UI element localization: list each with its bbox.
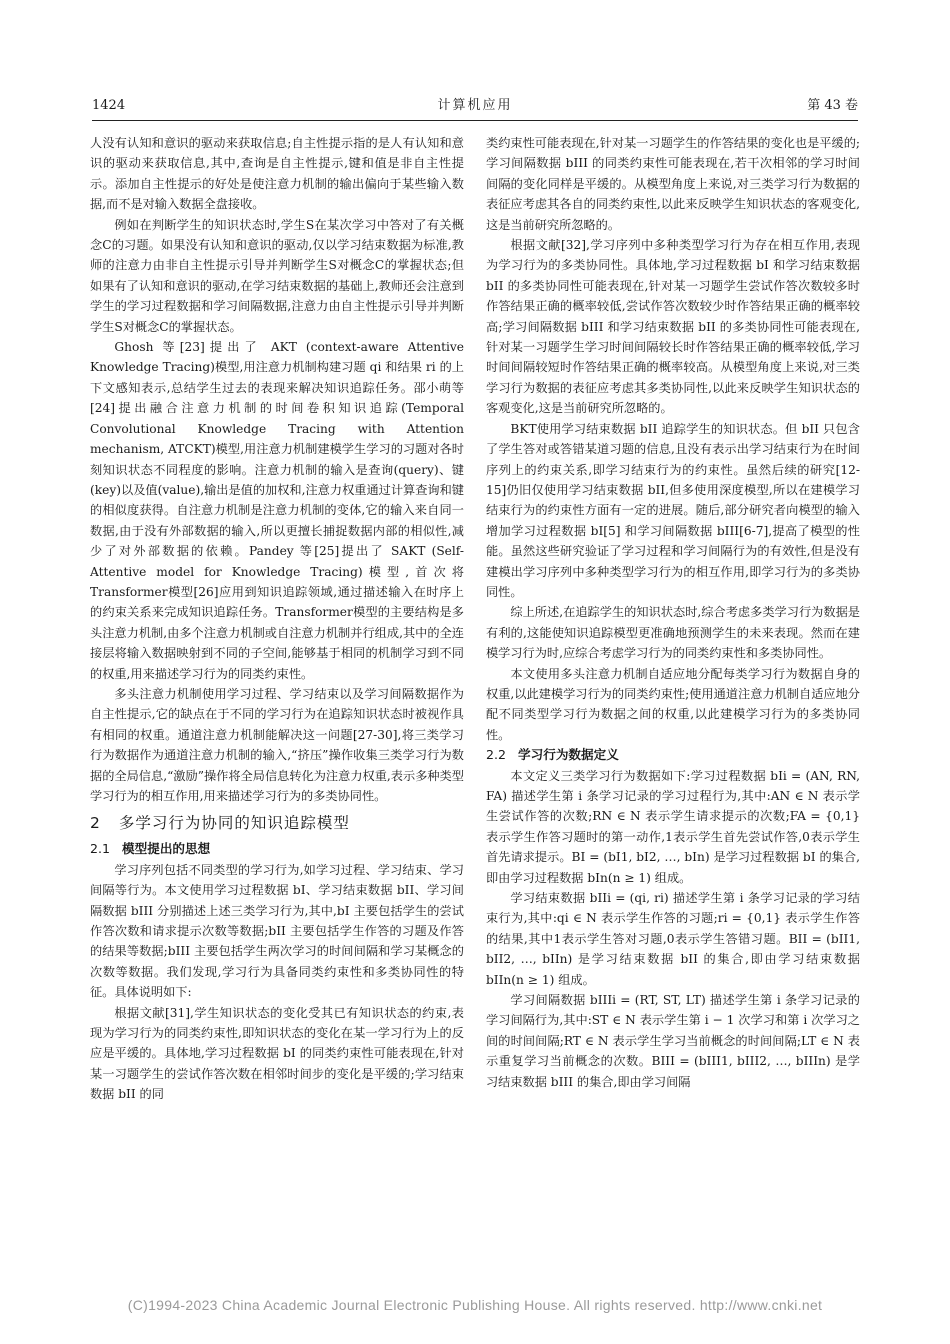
subsection-title: 模型提出的思想	[122, 841, 211, 857]
subsection-number: 2.1	[90, 841, 111, 857]
paragraph: 学习序列包括不同类型的学习行为,如学习过程、学习结束、学习间隔等行为。本文使用学习过程数据 bI、学习结束数据 bII、学习间隔数据 bIII 分别描述上述三类学习行为,其中,bI 主要包括学生的尝试作答次数和请求提示次数等数据;bII 主要包括学生作答的习题及作答的结果等数据;bIII 主要包括学生两次学习的时间间隔和学习某概念的次数等数据。我们发现,学习行为具备同类约束性和多类协同性的特征。具体说明如下:	[90, 862, 464, 1000]
paragraph: 根据文献[31],学生知识状态的变化受其已有知识状态的约束,表现为学习行为的同类约束性,即知识状态的变化在某一学习行为上的反应是平缓的。具体地,学习过程数据 bI 的同类约束性可能表现在,针对某一习题学生的尝试作答次数在相邻时间步的变化是平缓的;学习结束数据 bII 的同	[90, 1005, 464, 1102]
paragraph: Ghosh 等[23]提出了 AKT (context-aware Attentive Knowledge Tracing)模型,用注意力机制构建习题 qi 和结果 ri 的上下文感知表示,总结学生过去的表现来解决知识追踪任务。邵小萌等[24]提出融合注意力机制的时间卷积知识追踪(Temporal Convolutional Knowledge Tracing with Attention mechanism, ATCKT)模型,用注意力机制建模学生学习的习题对各时刻知识状态不同程度的影响。注意力机制的输入是查询(query)、键(key)以及值(value),输出是值的加权和,注意力权重通过计算查询和键的相似度获得。自注意力机制是注意力机制的变体,它的输入来自同一数据,由于没有外部数据的输入,所以更擅长捕捉数据内部的相似性,减少了对外部数据的依赖。Pandey 等[25]提出了 SAKT (Self-Attentive model for Knowledge Tracing)模型,首次将Transformer模型[26]应用到知识追踪领域,通过描述输入在时序上的约束关系来完成知识追踪任务。Transformer模型的主要结构是多头注意力机制,由多个注意力机制或自注意力机制并行组成,其中的全连接层将输入数据映射到不同的子空间,能够基于相同的机制学习到不同的权重,用来描述学习行为的同类约束性。	[90, 340, 464, 681]
subsection-title: 学习行为数据定义	[518, 747, 619, 763]
paragraph: 根据文献[32],学习序列中多种类型学习行为存在相互作用,表现为学习行为的多类协同性。具体地,学习过程数据 bI 和学习结束数据 bII 的多类协同性可能表现在,针对某一习题学生尝试作答次数较多时作答结果正确的概率较低,尝试作答次数较少时作答结果正确的概率较高;学习间隔数据 bIII 和学习结束数据 bII 的多类协同性可能表现在,针对某一习题学生学习时间间隔较长时作答结果正确的概率较低,学习时间间隔较短时作答结果正确的概率较高。从模型角度上来说,对三类学习行为数据的表征应考虑其多类协同性,以此来反映学生知识状态的客观变化,这是当前研究所忽略的。	[486, 238, 860, 416]
section-heading-2	[90, 812, 464, 834]
page-header	[92, 96, 858, 118]
section-number: 2	[90, 814, 101, 833]
paragraph: 例如在判断学生的知识状态时,学生S在某次学习中答对了有关概念C的习题。如果没有认知和意识的驱动,仅以学习结束数据为标准,教师的注意力由非自主性提示引导并判断学生S对概念C的掌握状态;但如果有了认知和意识的驱动,在学习结束数据的基础上,教师还会注意到学生的学习过程数据和学习间隔数据,注意力由自主性提示引导并判断学生S对概念C的掌握状态。	[90, 217, 464, 334]
page-number: 1424	[92, 98, 126, 113]
paragraph: 综上所述,在追踪学生的知识状态时,综合考虑多类学习行为数据是有利的,这能使知识追踪模型更准确地预测学生的未来表现。然而在建模学习行为时,应综合考虑学习行为的同类约束性和多类协同性。	[486, 605, 860, 661]
subsection-heading-2-2	[486, 745, 860, 765]
left-column	[90, 133, 464, 1105]
paragraph: 多头注意力机制使用学习过程、学习结束以及学习间隔数据作为自主性提示,它的缺点在于不同的学习行为在追踪知识状态时被视作具有相同的权重。通道注意力机制能解决这一问题[27-30],将三类学习行为数据作为通道注意力机制的输入,“挤压”操作收集三类学习行为数据的全局信息,“激励”操作将全局信息转化为注意力权重,表示多种类型学习行为的相互作用,用来描述学习行为的多类协同性。	[90, 686, 464, 803]
paragraph: 本文定义三类学习行为数据如下:学习过程数据 bIi = (AN, RN, FA) 描述学生第 i 条学习记录的学习过程行为,其中:AN ∈ N 表示学生尝试作答的次数;RN ∈ N 表示学生请求提示的次数;FA = {0,1} 表示学生作答习题时的第一动作,1表示学生首先尝试作答,0表示学生首先请求提示。BI = (bI1, bI2, …, bIn) 是学习过程数据 bI 的集合,即由学习过程数据 bIn(n ≥ 1) 组成。	[486, 768, 860, 885]
journal-name: 计算机应用	[437, 98, 513, 113]
paragraph: 本文使用多头注意力机制自适应地分配每类学习行为数据自身的权重,以此建模学习行为的同类约束性;使用通道注意力机制自适应地分配不同类型学习行为数据之间的权重,以此建模学习行为的多类协同性。	[486, 666, 860, 742]
paragraph: 人没有认知和意识的驱动来获取信息;自主性提示指的是人有认知和意识的驱动来获取信息,其中,查询是自主性提示,键和值是非自主性提示。添加自主性提示的好处是使注意力机制的输出偏向于某些输入数据,而不是对输入数据全盘接收。	[90, 136, 464, 212]
paragraph: BKT使用学习结束数据 bII 追踪学生的知识状态。但 bII 只包含了学生答对或答错某道习题的信息,且没有表示出学习结束行为在时间序列上的约束关系,即学习结束行为的约束性。虽然后续的研究[12-15]仍旧仅使用学习结束数据 bII,但多使用深度模型,所以在建模学习结束行为的约束性方面有一定的进展。随后,部分研究者向模型的输入增加学习过程数据 bI[5] 和学习间隔数据 bIII[6-7],提高了模型的性能。虽然这些研究验证了学习过程和学习间隔行为的有效性,但是没有建模出学习序列中多种类型学习行为的相互作用,即学习行为的多类协同性。	[486, 421, 860, 599]
section-title: 多学习行为协同的知识追踪模型	[118, 814, 350, 833]
right-column	[486, 133, 860, 1092]
copyright-footer: (C)1994-2023 China Academic Journal Electronic Publishing House. All rights reserved. http://www.cnki.net	[127, 1297, 823, 1313]
paragraph: 类约束性可能表现在,针对某一习题学生的作答结果的变化也是平缓的;学习间隔数据 bIII 的同类约束性可能表现在,若干次相邻的学习时间间隔的变化同样是平缓的。从模型角度上来说,对三类学习行为数据的表征应考虑其各自的同类约束性,以此来反映学生知识状态的客观变化,这是当前研究所忽略的。	[486, 136, 860, 232]
paragraph: 学习结束数据 bIIi = (qi, ri) 描述学生第 i 条学习记录的学习结束行为,其中:qi ∈ N 表示学生作答的习题;ri = {0,1} 表示学生作答的结果,其中1表示学生答对习题,0表示学生答错习题。BII = (bII1, bII2, …, bIIn) 是学习结束数据 bII 的集合,即由学习结束数据 bIIn(n ≥ 1) 组成。	[486, 891, 860, 987]
header-rule	[92, 120, 858, 121]
volume-label: 第 43 卷	[807, 98, 858, 113]
subsection-heading-2-1	[90, 839, 464, 859]
paragraph: 学习间隔数据 bIIIi = (RT, ST, LT) 描述学生第 i 条学习记录的学习间隔行为,其中:ST ∈ N 表示学生第 i − 1 次学习和第 i 次学习之间的时间间隔;RT ∈ N 表示学生学习当前概念的时间间隔;LT ∈ N 表示重复学习当前概念的次数。BIII = (bIII1, bIII2, …, bIIIn) 是学习结束数据 bIII 的集合,即由学习间隔	[486, 993, 860, 1089]
subsection-number: 2.2	[486, 747, 507, 763]
